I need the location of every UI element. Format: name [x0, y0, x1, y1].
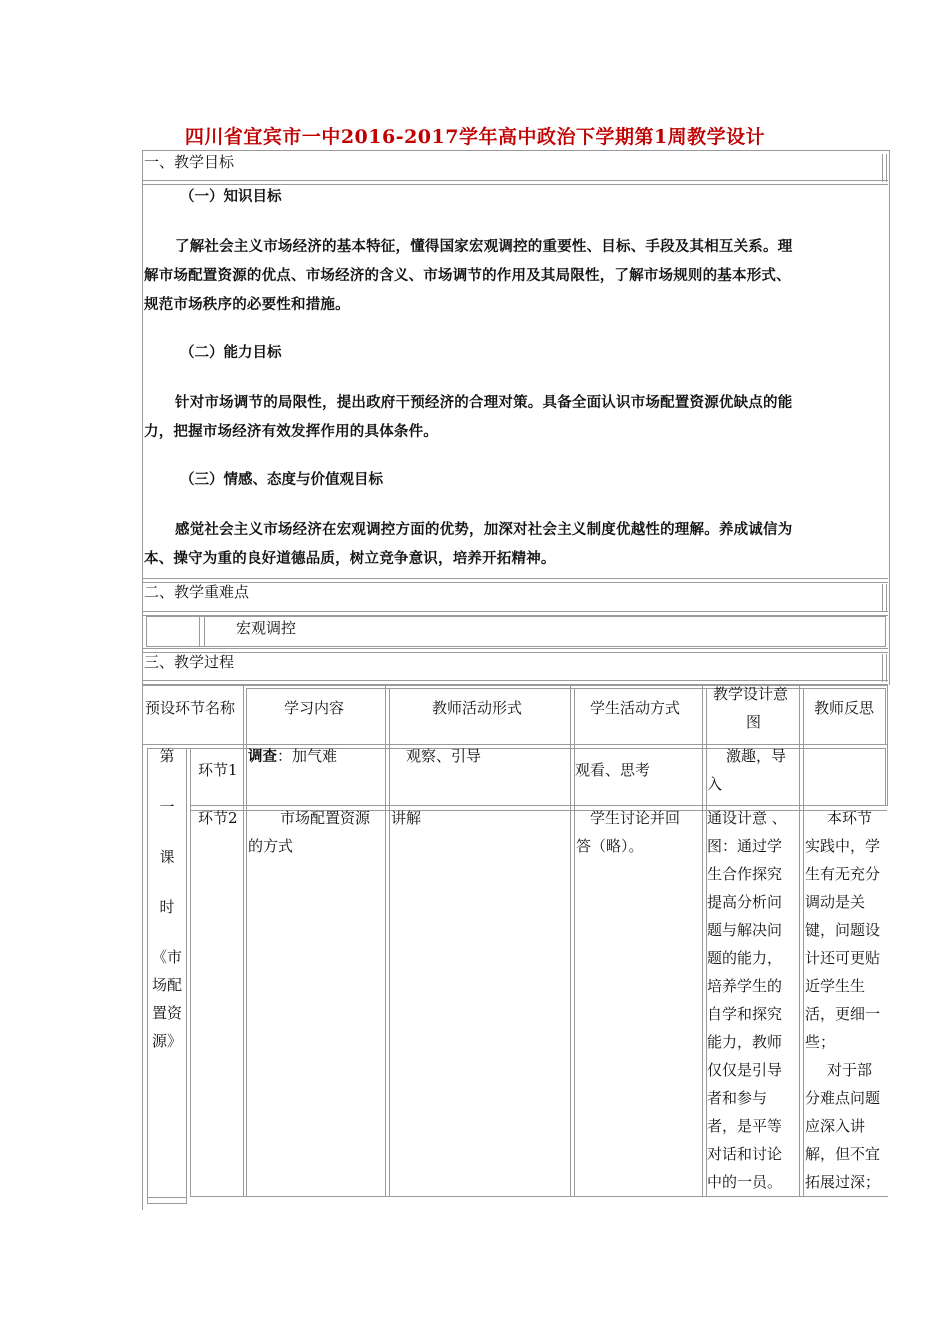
- header-reflection: 教师反思: [814, 699, 875, 717]
- row1-content-bold: 调查: [248, 749, 277, 765]
- section-divider: [142, 578, 888, 583]
- process-table-border: [246, 688, 885, 689]
- header-student-activity: 学生活动方式: [590, 699, 681, 717]
- header-step-name: 预设环节名称: [145, 699, 236, 717]
- row2-content: 的方式: [248, 837, 294, 855]
- row2-student-activity: 答（略）。: [576, 837, 644, 855]
- ability-text-line1: 针对市场调节的局限性，提出政府干预经济的合理对策。具备全面认识市场配置资源优缺点的能: [175, 395, 793, 411]
- header-design-intent: 图: [746, 713, 762, 731]
- lesson-label: 《市: [151, 948, 182, 966]
- inner-right-border: [882, 584, 887, 612]
- header-content: 学习内容: [284, 699, 345, 717]
- emotion-text-line2: 本、操守为重的良好道德品质，树立竞争意识，培养开拓精神。: [144, 551, 556, 567]
- process-table-border: [147, 1197, 187, 1198]
- process-table-border: [385, 685, 386, 1196]
- intent-line: 者和参与: [707, 1089, 768, 1107]
- emotion-heading: （三）情感、态度与价值观目标: [180, 472, 383, 488]
- keypoint-table-border: [146, 616, 147, 647]
- knowledge-text-line1: 了解社会主义市场经济的基本特征，懂得国家宏观调控的重要性、目标、手段及其相互关系。理: [175, 239, 793, 255]
- intent-line: 中的一员。: [707, 1173, 783, 1191]
- intent-line: 生合作探究: [707, 865, 783, 883]
- row2-reflection: [805, 804, 889, 1196]
- lesson-label: 时: [159, 898, 175, 916]
- process-table-border: [803, 688, 804, 1196]
- row1-content: [248, 742, 337, 771]
- inner-right-border: [882, 154, 887, 182]
- reflect-line: 本环节: [827, 809, 873, 827]
- ability-heading: （二）能力目标: [180, 345, 282, 361]
- row2-design-intent: [707, 804, 799, 1196]
- process-table-border: [570, 685, 571, 1196]
- reflect-line: 应深入讲: [805, 1117, 866, 1135]
- reflect-line: 近学生生: [805, 977, 866, 995]
- intent-line: 题与解决问: [707, 921, 783, 939]
- knowledge-heading: （一）知识目标: [180, 189, 282, 205]
- section-heading-key-points: 二、教学重难点: [144, 583, 250, 601]
- row2-content: 市场配置资源: [280, 809, 371, 827]
- reflect-line: 活，更细一: [805, 1005, 881, 1023]
- lesson-label: 第: [159, 747, 175, 765]
- reflect-line: 解，但不宜: [805, 1145, 881, 1163]
- reflect-line: 键，问题设: [805, 921, 881, 939]
- reflect-line: 些；: [805, 1033, 836, 1051]
- inner-right-border: [882, 654, 887, 682]
- section-heading-process: 三、教学过程: [144, 653, 235, 671]
- intent-line: 能力，教师: [707, 1033, 783, 1051]
- header-teacher-activity: 教师活动形式: [432, 699, 523, 717]
- row2-teacher-activity: 讲解: [391, 809, 422, 827]
- process-table-border: [702, 685, 703, 1196]
- document-title: 四川省宜宾市一中2016-2017学年高中政治下学期第1周教学设计: [184, 126, 766, 148]
- reflect-line: 分难点问题: [805, 1089, 881, 1107]
- section-heading-objectives: 一、教学目标: [144, 153, 235, 171]
- intent-line: 通设计意 、: [707, 809, 787, 827]
- keypoint-table-border: [146, 646, 886, 647]
- frame-top-border: [142, 150, 890, 151]
- process-table-border: [147, 1203, 187, 1204]
- process-table-border: [243, 685, 244, 1196]
- reflect-line: 对于部: [827, 1061, 873, 1079]
- row2-student-activity: 学生讨论并回: [590, 809, 681, 827]
- knowledge-text-line3: 规范市场秩序的必要性和措施。: [144, 297, 350, 313]
- row2-step: 环节2: [198, 809, 238, 827]
- process-table-border: [887, 685, 888, 806]
- row1-design-intent: 入: [707, 775, 723, 793]
- row1-content-rest: ：加气难: [277, 747, 338, 765]
- process-table-border: [246, 688, 247, 1196]
- lesson-label: 置资: [151, 1004, 182, 1022]
- process-table-border: [885, 748, 886, 805]
- ability-text-line2: 力，把握市场经济有效发挥作用的具体条件。: [144, 424, 438, 440]
- reflect-line: 拓展过深；: [805, 1173, 881, 1191]
- row1-step: 环节1: [198, 761, 238, 779]
- reflect-line: 实践中，学: [805, 837, 881, 855]
- process-table-border: [389, 688, 390, 1196]
- row1-teacher-activity: 观察、引导: [406, 747, 482, 765]
- intent-line: 题的能力，: [707, 949, 783, 967]
- reflect-line: 调动是关: [805, 893, 866, 911]
- intent-line: 培养学生的: [707, 977, 783, 995]
- intent-line: 自学和探究: [707, 1005, 783, 1023]
- lesson-label: 源》: [151, 1032, 182, 1050]
- process-table-border: [885, 688, 886, 745]
- reflect-line: 生有无充分: [805, 865, 881, 883]
- reflect-line: 计还可更贴: [805, 949, 881, 967]
- row1-design-intent: 激趣，导: [726, 747, 787, 765]
- section-divider: [142, 648, 888, 653]
- header-design-intent: 教学设计意: [713, 685, 789, 703]
- knowledge-text-line2: 解市场配置资源的优点、市场经济的含义、市场调节的作用及其局限性，了解市场规则的基本形式、: [144, 268, 791, 284]
- lesson-label: 课: [159, 848, 175, 866]
- lesson-label: 场配: [151, 976, 182, 994]
- keypoint-table-border: [885, 616, 886, 647]
- intent-line: 提高分析问: [707, 893, 783, 911]
- row1-student-activity: 观看、思考: [575, 761, 651, 779]
- intent-line: 者，是平等: [707, 1117, 783, 1135]
- process-table-bottom: [190, 1196, 888, 1197]
- keypoint-table-border: [199, 616, 200, 647]
- intent-line: 图：通过学: [707, 837, 783, 855]
- intent-line: 仅仅是引导: [707, 1061, 783, 1079]
- keypoint-table-border: [204, 616, 205, 647]
- process-table-border: [799, 685, 800, 1196]
- lesson-label: 一: [159, 798, 175, 816]
- key-point-value: 宏观调控: [236, 619, 297, 637]
- process-table-border: [190, 748, 191, 1196]
- intent-line: 对话和讨论: [707, 1145, 783, 1163]
- emotion-text-line1: 感觉社会主义市场经济在宏观调控方面的优势，加深对社会主义制度优越性的理解。养成诚信为: [175, 522, 793, 538]
